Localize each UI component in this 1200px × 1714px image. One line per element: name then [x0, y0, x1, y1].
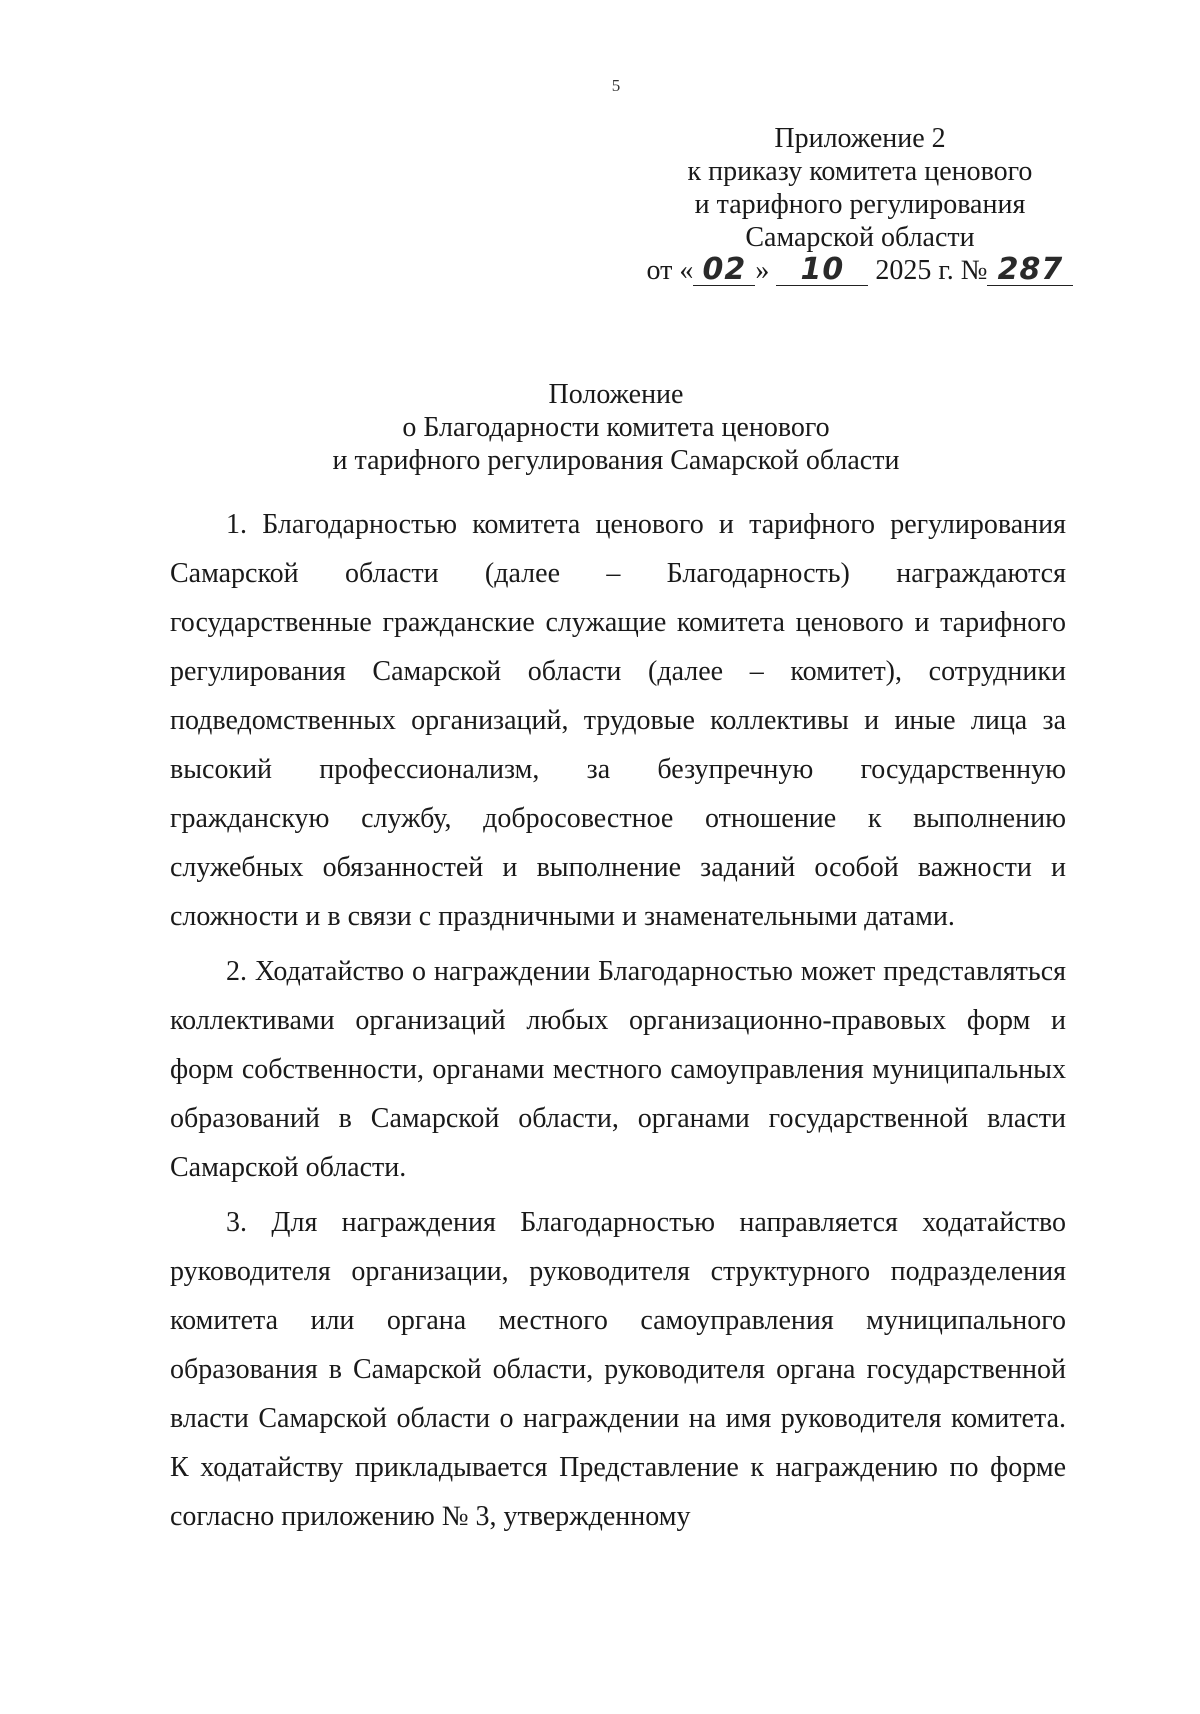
date-prefix: от «	[646, 255, 694, 286]
title-line-1: Положение	[548, 379, 684, 410]
appendix-header	[640, 122, 1080, 287]
date-day-handwritten: 02	[693, 255, 755, 286]
page-number: 5	[611, 76, 621, 95]
order-number-handwritten: 287	[987, 255, 1073, 286]
document-body	[170, 500, 1066, 1541]
paragraph-3: 3. Для награждения Благодарностью направляется ходатайство руководителя организации, руководителя структурного подразделения комитета или органа местного самоуправления муниципального образования в Самарской области, руководителя органа государственной власти Самарской области о награждении на имя руководителя комитета. К ходатайству прикладывается Представление к награждению по форме согласно приложению № 3, утвержденному	[170, 1207, 1066, 1532]
document-title	[0, 378, 1200, 477]
appendix-date-line	[640, 254, 1080, 287]
appendix-title: Приложение 2	[774, 123, 946, 154]
paragraph-2: 2. Ходатайство о награждении Благодарностью может представляться коллективами организаций любых организационно-правовых форм и форм собственности, органами местного самоуправления муниципальных образований в Самарской области, органами государственной власти Самарской области.	[170, 956, 1066, 1183]
date-month-handwritten: 10	[776, 255, 868, 286]
title-line-2: о Благодарности комитета ценового	[402, 412, 830, 443]
appendix-committee: и тарифного регулирования	[694, 189, 1026, 220]
appendix-region: Самарской области	[745, 222, 975, 253]
paragraph-1: 1. Благодарностью комитета ценового и тарифного регулирования Самарской области (далее – Благодарность) награждаются государственные гражданские служащие комитета ценового и тарифного регулирования Самарской области (далее – комитет), сотрудники подведомственных организаций, трудовые коллективы и иные лица за высокий профессионализм, за безупречную государственную гражданскую службу, добросовестное отношение к выполнению служебных обязанностей и выполнение заданий особой важности и сложности и в связи с праздничными и знаменательными датами.	[170, 509, 1066, 932]
appendix-order-ref: к приказу комитета ценового	[687, 156, 1033, 187]
date-mid: »	[755, 255, 770, 286]
date-year: 2025 г. №	[875, 255, 988, 286]
title-line-3: и тарифного регулирования Самарской области	[332, 445, 900, 476]
